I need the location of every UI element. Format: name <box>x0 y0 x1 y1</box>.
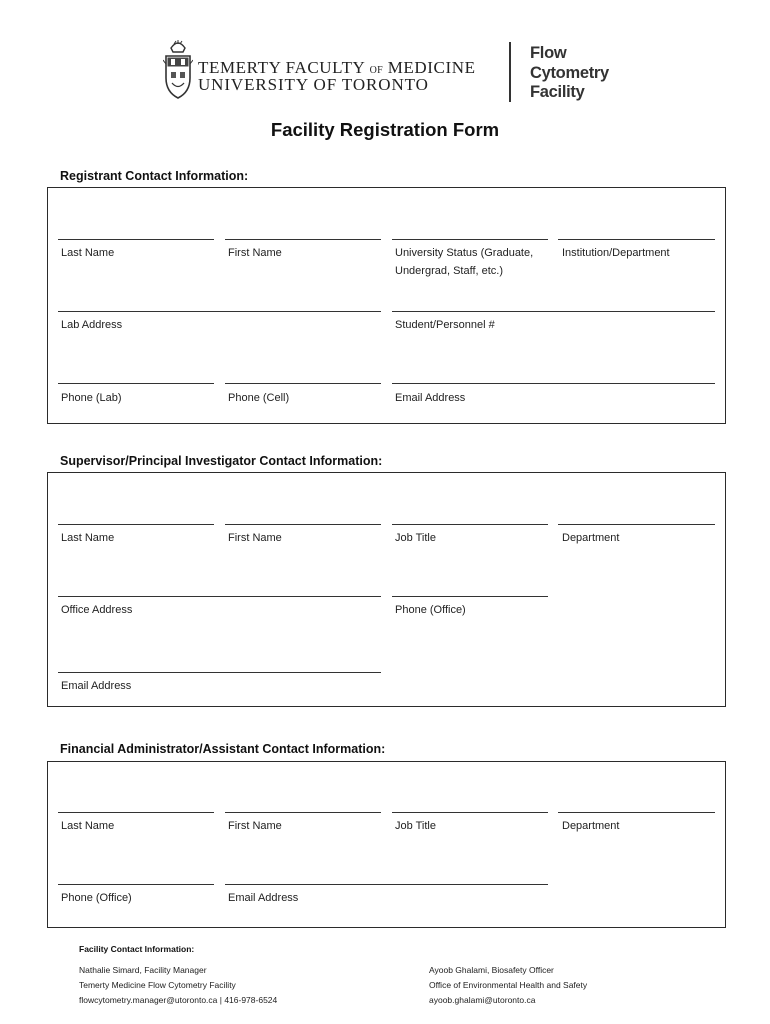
footer-manager-name: Nathalie Simard, Facility Manager <box>79 965 207 975</box>
registrant-phone-lab-input[interactable] <box>58 383 214 384</box>
financial-last-name-label: Last Name <box>61 820 115 832</box>
financial-job-title-label: Job Title <box>395 820 436 832</box>
registrant-lab-address-input[interactable] <box>58 311 381 312</box>
financial-email-label: Email Address <box>228 892 299 904</box>
registrant-email-input[interactable] <box>392 383 715 384</box>
supervisor-first-name-input[interactable] <box>225 524 381 525</box>
financial-section-heading: Financial Administrator/Assistant Contact Information: <box>60 742 386 756</box>
footer-ehs-office: Office of Environmental Health and Safety <box>429 980 588 990</box>
registrant-phone-cell-label: Phone (Cell) <box>228 392 290 404</box>
footer-contact-right <box>429 963 587 1008</box>
supervisor-last-name-label: Last Name <box>61 532 115 544</box>
logo-divider <box>509 42 511 102</box>
footer-facility-name: Temerty Medicine Flow Cytometry Facility <box>79 980 236 990</box>
registrant-section-heading: Registrant Contact Information: <box>60 169 249 183</box>
facility-line-cytometry: Cytometry <box>530 63 609 82</box>
financial-phone-office-label: Phone (Office) <box>61 892 132 904</box>
supervisor-office-address-input[interactable] <box>58 596 381 597</box>
logo-of-text: OF <box>369 65 383 76</box>
registrant-first-name-label: First Name <box>228 247 282 259</box>
university-status-label-line1: University Status (Graduate, <box>395 247 534 259</box>
supervisor-department-input[interactable] <box>558 524 715 525</box>
registrant-university-status-input[interactable] <box>392 239 548 240</box>
registrant-email-label: Email Address <box>395 392 466 404</box>
financial-department-input[interactable] <box>558 812 715 813</box>
logo-medicine-text: MEDICINE <box>387 58 476 77</box>
supervisor-department-label: Department <box>562 532 620 544</box>
registrant-first-name-input[interactable] <box>225 239 381 240</box>
registrant-student-number-label: Student/Personnel # <box>395 319 495 331</box>
supervisor-office-address-label: Office Address <box>61 604 133 616</box>
registrant-phone-lab-label: Phone (Lab) <box>61 392 122 404</box>
footer-officer-email: ayoob.ghalami@utoronto.ca <box>429 995 536 1005</box>
registrant-student-number-input[interactable] <box>392 311 715 312</box>
registrant-institution-label: Institution/Department <box>562 247 670 259</box>
financial-first-name-input[interactable] <box>225 812 381 813</box>
financial-job-title-input[interactable] <box>392 812 548 813</box>
registrant-last-name-input[interactable] <box>58 239 214 240</box>
supervisor-email-label: Email Address <box>61 680 132 692</box>
university-crest-logo <box>163 38 193 102</box>
registrant-university-status-label <box>395 244 533 280</box>
financial-email-input[interactable] <box>225 884 548 885</box>
supervisor-last-name-input[interactable] <box>58 524 214 525</box>
financial-department-label: Department <box>562 820 620 832</box>
supervisor-section-heading: Supervisor/Principal Investigator Contact Information: <box>60 454 383 468</box>
supervisor-phone-office-label: Phone (Office) <box>395 604 466 616</box>
footer-contact-left <box>79 963 277 1008</box>
supervisor-job-title-input[interactable] <box>392 524 548 525</box>
facility-line-flow: Flow <box>530 44 567 62</box>
facility-wordmark <box>530 44 609 103</box>
supervisor-email-input[interactable] <box>58 672 381 673</box>
registrant-institution-input[interactable] <box>558 239 715 240</box>
logo-wordmark-university: UNIVERSITY OF TORONTO <box>198 75 429 94</box>
financial-phone-office-input[interactable] <box>58 884 214 885</box>
registrant-section-box <box>47 187 726 424</box>
financial-section-box <box>47 761 726 928</box>
footer-contact-heading: Facility Contact Information: <box>79 944 195 954</box>
university-status-label-line2: Undergrad, Staff, etc.) <box>395 265 504 277</box>
footer-manager-email-phone: flowcytometry.manager@utoronto.ca | 416-978-6524 <box>79 995 278 1005</box>
facility-line-facility: Facility <box>530 83 585 101</box>
supervisor-job-title-label: Job Title <box>395 532 436 544</box>
logo-faculty-text: TEMERTY FACULTY <box>198 58 365 77</box>
page-title: Facility Registration Form <box>270 119 500 140</box>
financial-last-name-input[interactable] <box>58 812 214 813</box>
registrant-lab-address-label: Lab Address <box>61 319 123 331</box>
supervisor-phone-office-input[interactable] <box>392 596 548 597</box>
registrant-phone-cell-input[interactable] <box>225 383 381 384</box>
supervisor-first-name-label: First Name <box>228 532 282 544</box>
registrant-last-name-label: Last Name <box>61 247 115 259</box>
financial-first-name-label: First Name <box>228 820 282 832</box>
footer-biosafety-officer: Ayoob Ghalami, Biosafety Officer <box>429 965 554 975</box>
